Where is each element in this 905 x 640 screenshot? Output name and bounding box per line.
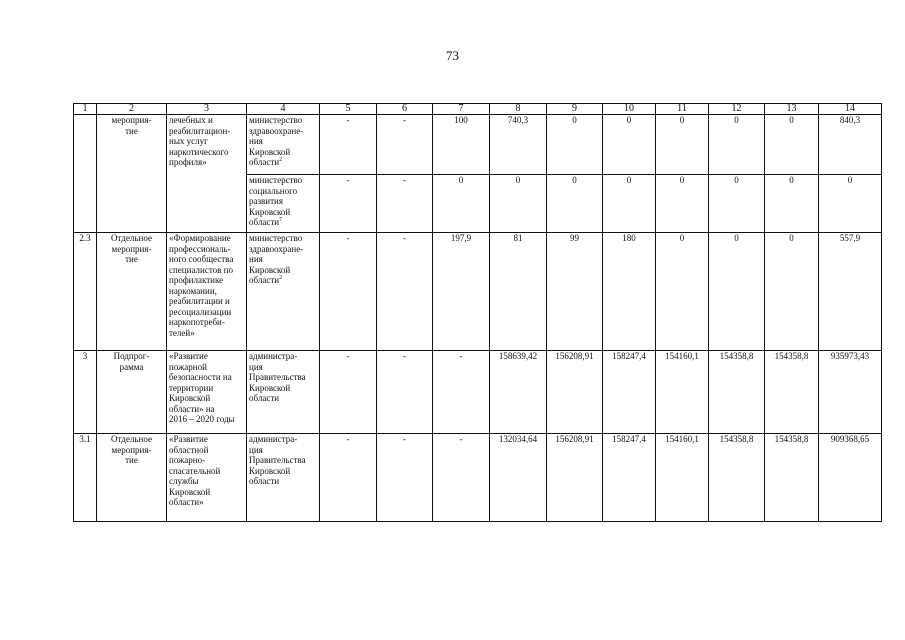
value-cell-col-12: 154358,8 — [709, 351, 765, 434]
column-number-2: 2 — [97, 104, 167, 115]
row-number: 2.3 — [74, 233, 97, 351]
value-cell-col-6: - — [377, 434, 433, 522]
row-number — [74, 115, 97, 233]
value-cell-col-9: 156208,91 — [547, 434, 603, 522]
value-cell-col-12: 0 — [709, 115, 765, 175]
column-number-7: 7 — [433, 104, 490, 115]
row-number: 3 — [74, 351, 97, 434]
value-cell-col-7: 100 — [433, 115, 490, 175]
page-number: 73 — [446, 48, 459, 63]
value-cell-col-9: 0 — [547, 175, 603, 233]
value-cell-col-14: 909368,65 — [819, 434, 882, 522]
value-cell-col-11: 0 — [656, 233, 709, 351]
executor-cell: министерство здравоохране- ния Кировской области$^2$ — [247, 115, 320, 175]
value-cell-col-12: 154358,8 — [709, 434, 765, 522]
value-cell-col-10: 0 — [603, 115, 656, 175]
footnote-mark: 2 — [279, 157, 283, 163]
column-number-8: 8 — [490, 104, 547, 115]
value-cell-col-10: 180 — [603, 233, 656, 351]
value-cell-col-13: 154358,8 — [765, 351, 819, 434]
value-cell-col-11: 154160,1 — [656, 434, 709, 522]
value-cell-col-12: 0 — [709, 175, 765, 233]
value-cell-col-9: 0 — [547, 115, 603, 175]
program-name-cell: «Развитие областной пожарно- спасательной службы Кировской области» — [167, 434, 247, 522]
value-cell-col-10: 0 — [603, 175, 656, 233]
value-cell-col-14: 840,3 — [819, 115, 882, 175]
table-row — [74, 233, 882, 351]
value-cell-col-6: - — [377, 175, 433, 233]
footnote-mark: 2 — [279, 275, 283, 281]
column-number-13: 13 — [765, 104, 819, 115]
value-cell-col-13: 0 — [765, 115, 819, 175]
column-number-12: 12 — [709, 104, 765, 115]
column-number-9: 9 — [547, 104, 603, 115]
value-cell-col-6: - — [377, 233, 433, 351]
column-number-11: 11 — [656, 104, 709, 115]
status-cell: Отдельное мероприя- тие — [97, 434, 167, 522]
table-row — [74, 351, 882, 434]
program-name-cell: «Формирование профессиональ- ного сообщества специалистов по профилактике наркомании, реабилитации и ресоциализации наркопотреби- телей» — [167, 233, 247, 351]
value-cell-col-7: 0 — [433, 175, 490, 233]
executor-cell: министерство социального развития Кировской области$^7$ — [247, 175, 320, 233]
executor-cell: администра- ция Правительства Кировской области — [247, 351, 320, 434]
status-cell: Отдельное мероприя- тие — [97, 233, 167, 351]
value-cell-col-5: - — [320, 115, 377, 175]
column-number-6: 6 — [377, 104, 433, 115]
value-cell-col-5: - — [320, 434, 377, 522]
value-cell-col-6: - — [377, 351, 433, 434]
value-cell-col-5: - — [320, 175, 377, 233]
row-number: 3.1 — [74, 434, 97, 522]
value-cell-col-8: 158639,42 — [490, 351, 547, 434]
column-number-3: 3 — [167, 104, 247, 115]
value-cell-col-8: 132034,64 — [490, 434, 547, 522]
column-number-1: 1 — [74, 104, 97, 115]
executor-cell: администра- ция Правительства Кировской области — [247, 434, 320, 522]
footnote-mark: 7 — [279, 217, 283, 223]
executor-cell: министерство здравоохране- ния Кировской области$^2$ — [247, 233, 320, 351]
value-cell-col-11: 154160,1 — [656, 351, 709, 434]
value-cell-col-10: 158247,4 — [603, 351, 656, 434]
value-cell-col-12: 0 — [709, 233, 765, 351]
table-row — [74, 115, 882, 175]
value-cell-col-7: - — [433, 434, 490, 522]
value-cell-col-7: 197,9 — [433, 233, 490, 351]
value-cell-col-6: - — [377, 115, 433, 175]
value-cell-col-11: 0 — [656, 115, 709, 175]
table-row — [74, 434, 882, 522]
header-row — [74, 104, 882, 115]
value-cell-col-7: - — [433, 351, 490, 434]
program-name-cell: лечебных и реабилитацион- ных услуг наркотического профиля» — [167, 115, 247, 233]
status-cell: Подпрог- рамма — [97, 351, 167, 434]
value-cell-col-11: 0 — [656, 175, 709, 233]
column-number-4: 4 — [247, 104, 320, 115]
program-financing-table — [73, 103, 882, 522]
value-cell-col-9: 156208,91 — [547, 351, 603, 434]
value-cell-col-14: 935973,43 — [819, 351, 882, 434]
column-number-10: 10 — [603, 104, 656, 115]
column-number-14: 14 — [819, 104, 882, 115]
program-name-cell: «Развитие пожарной безопасности на территории Кировской области» на 2016 – 2020 годы — [167, 351, 247, 434]
value-cell-col-8: 740,3 — [490, 115, 547, 175]
column-number-5: 5 — [320, 104, 377, 115]
value-cell-col-5: - — [320, 233, 377, 351]
value-cell-col-8: 81 — [490, 233, 547, 351]
value-cell-col-5: - — [320, 351, 377, 434]
value-cell-col-8: 0 — [490, 175, 547, 233]
value-cell-col-13: 154358,8 — [765, 434, 819, 522]
value-cell-col-13: 0 — [765, 175, 819, 233]
value-cell-col-10: 158247,4 — [603, 434, 656, 522]
value-cell-col-14: 0 — [819, 175, 882, 233]
status-cell: мероприя- тие — [97, 115, 167, 233]
value-cell-col-13: 0 — [765, 233, 819, 351]
value-cell-col-9: 99 — [547, 233, 603, 351]
value-cell-col-14: 557,9 — [819, 233, 882, 351]
